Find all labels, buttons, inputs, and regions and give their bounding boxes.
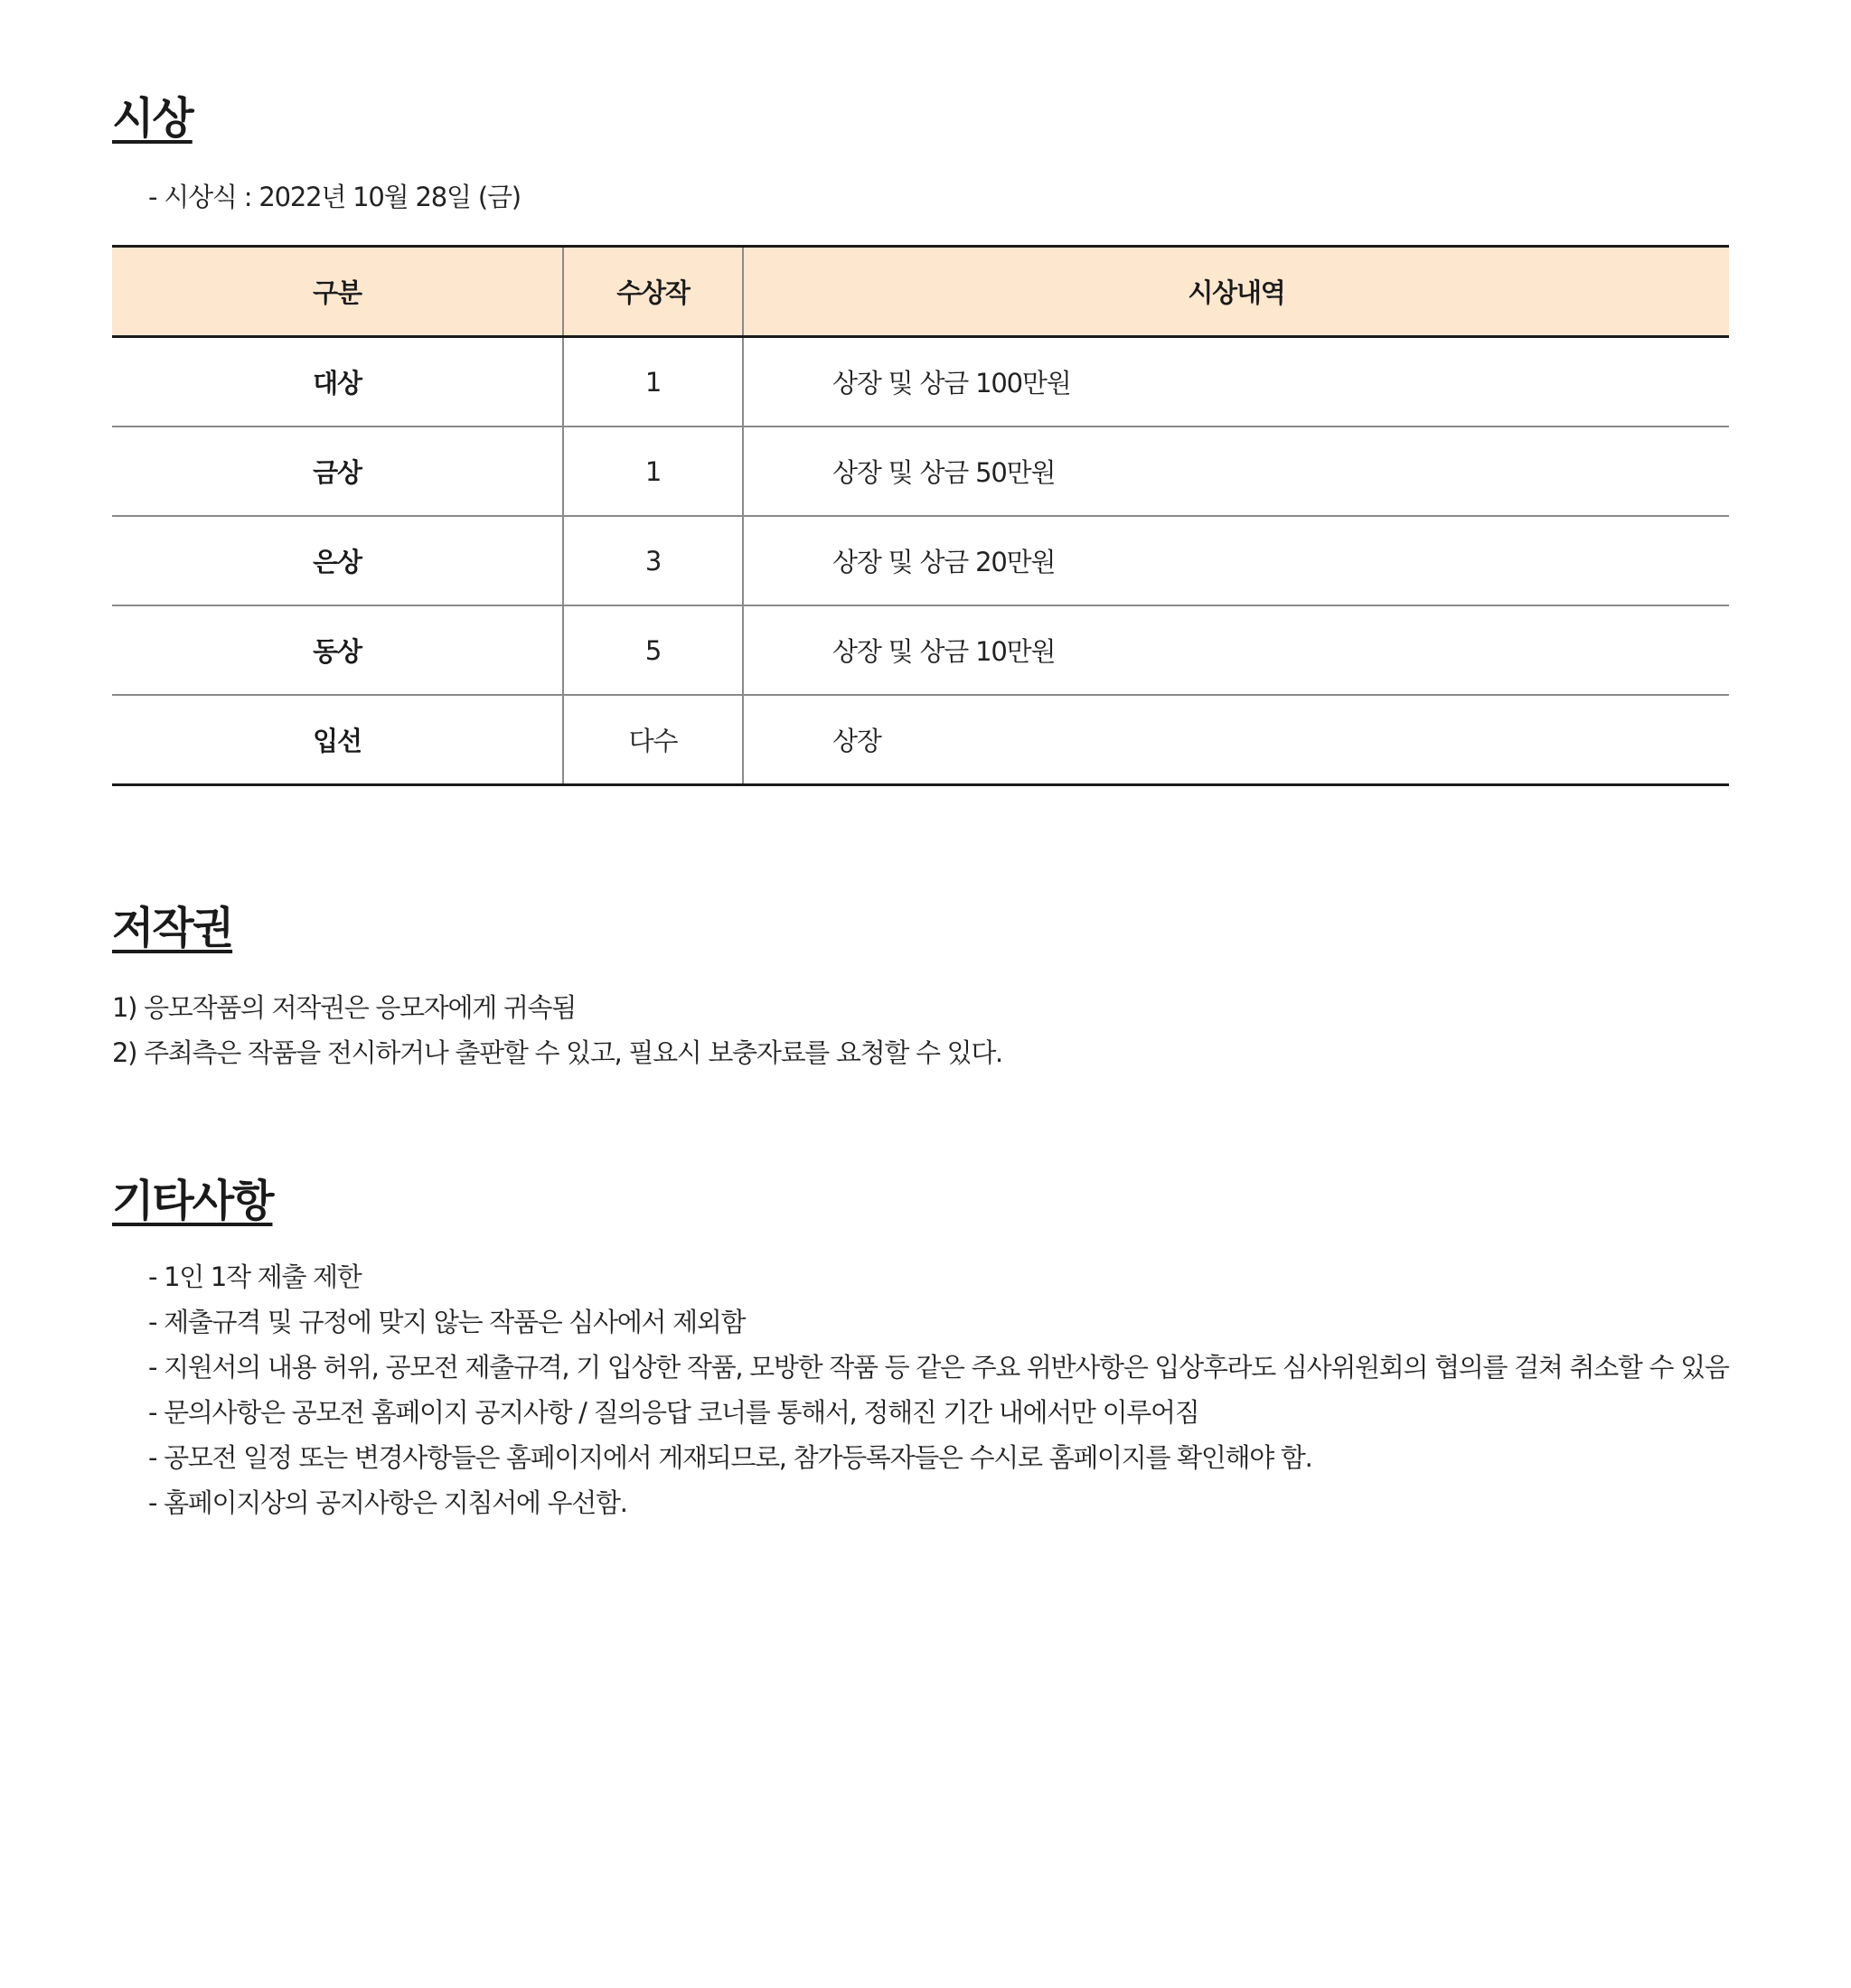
table-header-row — [112, 247, 1729, 337]
row-detail: 상장 — [743, 695, 1729, 785]
list-item: - 1인 1작 제출 제한 — [148, 1261, 362, 1292]
row-category: 은상 — [112, 516, 563, 605]
row-count: 3 — [563, 516, 743, 605]
etc-section-title: 기타사항 — [112, 1176, 273, 1226]
row-category: 대상 — [112, 337, 563, 427]
list-item: - 문의사항은 공모전 홈페이지 공지사항 / 질의응답 코너를 통해서, 정해진 기간 내에서만 이루어짐 — [148, 1397, 1199, 1428]
list-item: - 홈페이지상의 공지사항은 지침서에 우선함. — [148, 1487, 627, 1518]
ceremony-date: - 시상식 : 2022년 10월 28일 (금) — [148, 182, 521, 212]
list-item: - 지원서의 내용 허위, 공모전 제출규격, 기 입상한 작품, 모방한 작품 등 같은 주요 위반사항은 입상후라도 심사위원회의 협의를 걸쳐 취소할 수 있음 — [148, 1352, 1729, 1383]
list-item: - 제출규격 및 규정에 맞지 않는 작품은 심사에서 제외함 — [148, 1307, 746, 1337]
award-table — [112, 245, 1729, 786]
list-item: 1) 응모작품의 저작권은 응모자에게 귀속됨 — [112, 992, 576, 1023]
row-category: 동상 — [112, 605, 563, 695]
copyright-list — [112, 985, 1002, 1075]
award-section-title: 시상 — [112, 93, 193, 144]
row-detail: 상장 및 상금 20만원 — [743, 516, 1729, 605]
table-row — [112, 427, 1729, 516]
header-count: 수상작 — [563, 247, 743, 337]
row-category: 입선 — [313, 726, 362, 756]
list-item: 2) 주최측은 작품을 전시하거나 출판할 수 있고, 필요시 보충자료를 요청할 수 있다. — [112, 1037, 1002, 1068]
row-category: 금상 — [112, 427, 563, 516]
row-count: 1 — [563, 337, 743, 427]
table-row — [112, 516, 1729, 605]
table-row — [112, 605, 1729, 695]
list-item: - 공모전 일정 또는 변경사항들은 홈페이지에서 게재되므로, 참가등록자들은 수시로 홈페이지를 확인해야 함. — [148, 1442, 1312, 1473]
row-count: 다수 — [563, 695, 743, 785]
row-detail: 상장 및 상금 10만원 — [743, 605, 1729, 695]
header-category: 구분 — [112, 247, 563, 337]
header-detail: 시상내역 — [743, 247, 1729, 337]
copyright-section-title: 저작권 — [112, 903, 233, 953]
table-row — [112, 695, 1729, 785]
etc-list — [148, 1254, 1729, 1525]
row-count: 5 — [563, 605, 743, 695]
row-detail: 상장 및 상금 100만원 — [743, 337, 1729, 427]
row-detail: 상장 및 상금 50만원 — [743, 427, 1729, 516]
table-row — [112, 337, 1729, 427]
row-count: 1 — [563, 427, 743, 516]
